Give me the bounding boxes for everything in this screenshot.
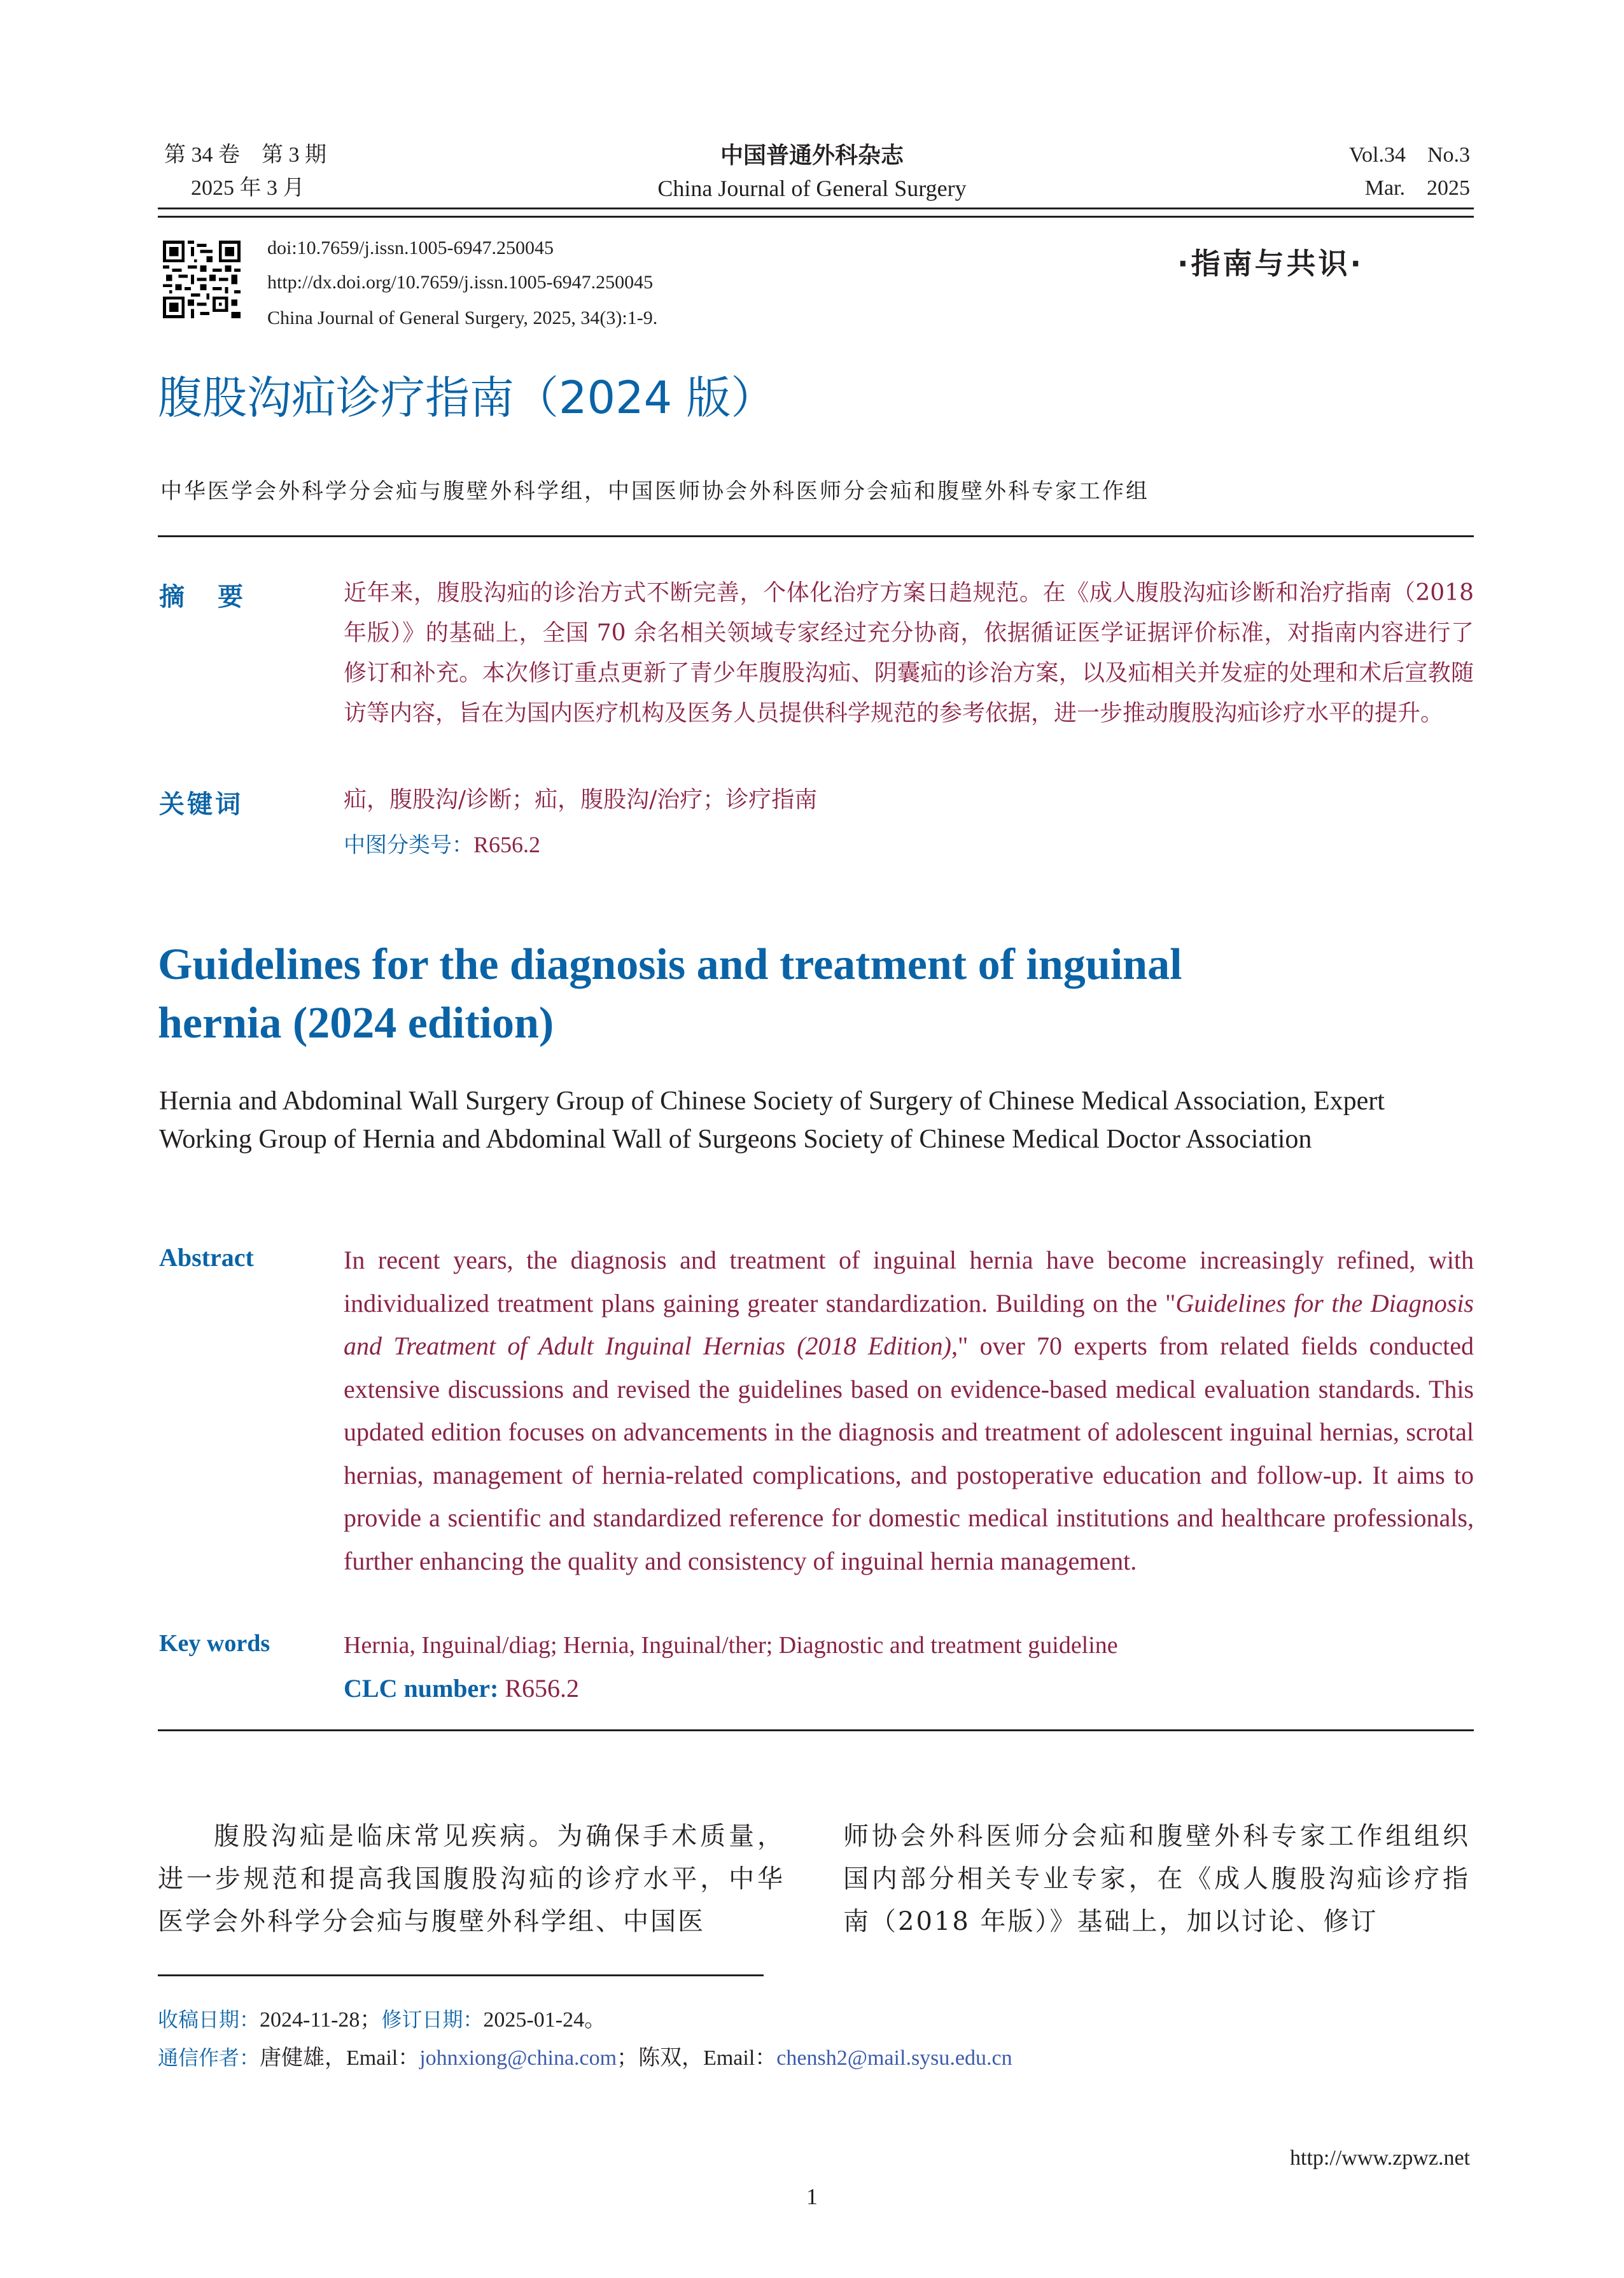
date-cn: 2025 年 3 月	[191, 176, 305, 200]
clc-label-cn: 中图分类号：	[344, 833, 473, 858]
abstract-label-en: Abstract	[159, 1243, 254, 1272]
date-en: Mar. 2025	[1364, 176, 1470, 200]
title-cn: 腹股沟疝诊疗指南（2024 版）	[158, 372, 776, 424]
body-right-column: 师协会外科医师分会疝和腹壁外科专家工作组组织国内部分相关专业专家，在《成人腹股沟疝诊疗指南（2018 年版）》基础上，加以讨论、修订	[843, 1822, 1470, 1936]
journal-name-cn: 中国普通外科杂志	[720, 142, 904, 168]
qr-code-icon[interactable]	[162, 241, 241, 318]
keywords-en: Hernia, Inguinal/diag; Hernia, Inguinal/ther; Diagnostic and treatment guideline	[344, 1632, 1118, 1659]
received-label: 收稿日期：	[158, 2007, 260, 2032]
clc-en	[344, 1673, 579, 1705]
column-tag: ·指南与共识·	[1177, 246, 1364, 281]
author1: 唐健雄，Email：	[260, 2046, 420, 2070]
body-left-column: 腹股沟疝是临床常见疾病。为确保手术质量，进一步规范和提高我国腹股沟疝的诊疗水平，中华医学会外科学分会疝与腹壁外科学组、中国医	[158, 1822, 785, 1936]
header-double-rule	[158, 207, 1474, 218]
citation: China Journal of General Surgery, 2025, 34(3):1-9.	[267, 307, 658, 328]
keywords-label-cn: 关键词	[159, 790, 243, 819]
revised-label: 修订日期：	[381, 2007, 484, 2032]
corresponding-label: 通信作者：	[158, 2046, 260, 2070]
clc-value-en: R656.2	[505, 1674, 580, 1703]
revised-date: 2025-01-24。	[483, 2008, 606, 2032]
footnote-dates	[158, 2005, 606, 2035]
cited-guideline-title: Guidelines for the Diagnosis and Treatment of Adult Inguinal Hernias (2018 Edition)	[344, 1288, 1474, 1360]
website-link[interactable]: http://www.zpwz.net	[1290, 2146, 1470, 2170]
title-en: Guidelines for the diagnosis and treatment of inguinal hernia (2024 edition)	[158, 940, 1182, 1048]
clc-value-cn: R656.2	[473, 832, 541, 857]
abstract-text-cn: 近年来，腹股沟疝的诊治方式不断完善，个体化治疗方案日趋规范。在《成人腹股沟疝诊断和治疗指南（2018 年版）》的基础上，全国 70 余名相关领域专家经过充分协商，依据循证医学证据评价标准，对指南内容进行了修订和补充。本次修订重点更新了青少年腹股沟疝、阴囊疝的诊治方案，以及疝相关并发症的处理和术后宣教随访等内容，旨在为国内医疗机构及医务人员提供科学规范的参考依据，进一步推动腹股沟疝诊疗水平的提升。	[344, 580, 1474, 726]
keywords-cn: 疝，腹股沟/诊断；疝，腹股沟/治疗；诊疗指南	[344, 787, 818, 813]
email-link-1[interactable]: johnxiong@china.com	[419, 2046, 617, 2070]
email-link-2[interactable]: chensh2@mail.sysu.edu.cn	[776, 2046, 1012, 2070]
footnote-rule	[158, 1974, 764, 1976]
abstract-text-en-part1: In recent years, the diagnosis and treatment of inguinal hernia have become increasingly refined, with individualized treatment plans gaining greater standardization. Building on the "	[344, 1246, 1474, 1318]
page-number: 1	[806, 2184, 818, 2209]
clc-label-en: CLC number:	[344, 1674, 499, 1703]
divider	[158, 535, 1474, 537]
abstract-label-cn: 摘要	[159, 582, 276, 612]
author2: ；陈双，Email：	[617, 2046, 777, 2070]
volume-issue-cn: 第 34 卷 第 3 期	[164, 143, 326, 167]
footnote-correspondence	[158, 2043, 1012, 2073]
divider	[158, 1729, 1474, 1731]
abstract-text-en-part2: ," over 70 experts from related fields conducted extensive discussions and revised the guidelines based on evidence-based medical evaluation standards. This updated edition focuses on advancements in the diagnosis and treatment of adolescent inguinal hernias, scrotal hernias, management of hernia-related complications, and postoperative education and follow-up. It aims to provide a scientific and standardized reference for domestic medical institutions and healthcare professionals, further enhancing the quality and consistency of inguinal hernia management.	[344, 1332, 1474, 1575]
authors-cn: 中华医学会外科学分会疝与腹壁外科学组，中国医师协会外科医师分会疝和腹壁外科专家工作组	[160, 479, 1149, 504]
volume-issue-en: Vol.34 No.3	[1348, 143, 1470, 167]
doi: doi:10.7659/j.issn.1005-6947.250045	[267, 237, 554, 258]
keywords-label-en: Key words	[159, 1630, 270, 1657]
clc-cn	[344, 829, 540, 861]
authors-en: Hernia and Abdominal Wall Surgery Group of Chinese Society of Surgery of Chinese Medical Association, Expert Working Group of Hernia and Abdominal Wall of Surgeons Society of Chinese Medical Doctor Association	[159, 1086, 1385, 1154]
doi-link[interactable]: http://dx.doi.org/10.7659/j.issn.1005-6947.250045	[267, 272, 654, 293]
received-date: 2024-11-28；	[260, 2008, 382, 2032]
abstract-text-en	[344, 1239, 1474, 1582]
journal-name-en: China Journal of General Surgery	[657, 176, 967, 201]
